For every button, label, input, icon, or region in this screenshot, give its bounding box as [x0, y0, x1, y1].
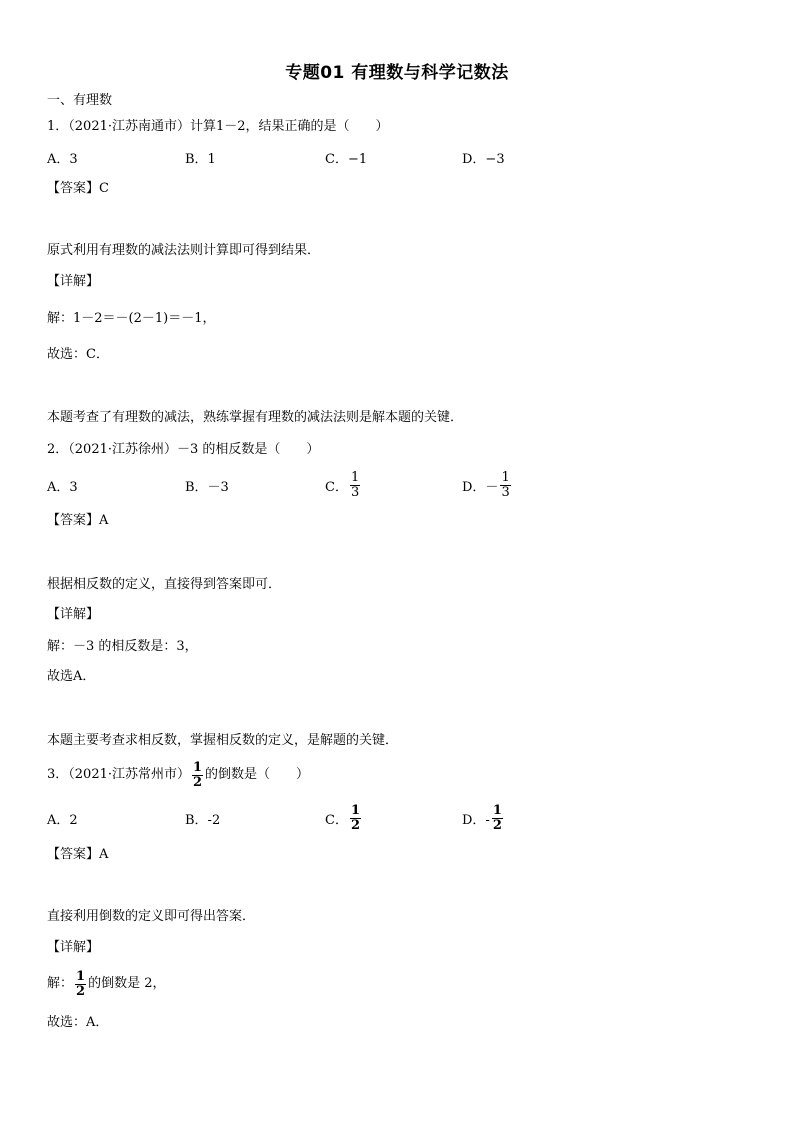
question-2-stem: 2．（2021·江苏徐州）－3 的相反数是（ ） — [47, 442, 320, 457]
question-1-answer: 【答案】C — [47, 181, 109, 196]
question-2-comment: 本题主要考查求相反数，掌握相反数的定义，是解题的关键． — [47, 733, 399, 748]
question-3-option-c-prefix: C． — [325, 812, 348, 828]
question-1-prefix: 1．（2021·江苏南通市）计算 — [47, 119, 216, 134]
question-3-choice: 故选：A． — [47, 1015, 109, 1030]
fraction-numerator: 1 — [492, 802, 502, 818]
question-3-option-d-prefix: D．- — [462, 812, 490, 828]
question-3-analysis: 直接利用倒数的定义即可得出答案． — [47, 909, 256, 924]
question-3-solution-prefix: 解： — [47, 976, 74, 991]
question-1-expr: 1－2 — [216, 119, 246, 134]
question-1-options — [47, 142, 767, 172]
question-2-analysis: 根据相反数的定义，直接得到答案即可． — [47, 577, 282, 592]
fraction-denominator: 3 — [350, 484, 360, 500]
question-1-option-b: B．1 — [185, 151, 216, 167]
question-3-solution — [47, 968, 165, 1000]
question-3-suffix: 的倒数是（ ） — [205, 767, 310, 782]
page-title: 专题01 有理数与科学记数法 — [285, 63, 509, 83]
question-1-suffix: ，结果正确的是（ ） — [245, 119, 389, 134]
question-3-solution-suffix: 的倒数是 2， — [88, 976, 166, 991]
fraction-numerator: 1 — [350, 802, 360, 818]
fraction-denominator: 3 — [501, 484, 510, 500]
question-2-option-c-prefix: C． — [325, 479, 348, 495]
question-3-detail-heading: 【详解】 — [47, 940, 100, 955]
fraction-numerator: 1 — [193, 759, 203, 775]
question-3-solution-fraction — [75, 970, 86, 999]
question-1-analysis: 原式利用有理数的减法法则计算即可得到结果． — [47, 243, 321, 258]
question-2-detail-heading: 【详解】 — [47, 607, 100, 622]
question-3-option-d-fraction — [492, 804, 503, 833]
question-1-option-d: D．−3 — [462, 151, 505, 167]
question-3-fraction — [192, 761, 203, 790]
question-2-option-b: B．－3 — [185, 479, 229, 495]
question-3-option-a: A．2 — [47, 812, 78, 828]
question-2-option-a: A．3 — [47, 479, 78, 495]
question-1-detail-heading: 【详解】 — [47, 274, 100, 289]
section-heading: 一、有理数 — [47, 93, 113, 108]
question-2-option-d-fraction — [500, 471, 510, 500]
question-2-option-c — [325, 470, 362, 500]
question-2-options — [47, 470, 767, 500]
question-3-options — [47, 803, 767, 833]
question-2-option-d-prefix: D．－ — [462, 479, 499, 495]
question-2-choice: 故选A． — [47, 669, 96, 684]
question-3-prefix: 3．（2021·江苏常州市） — [47, 767, 190, 782]
question-3-answer: 【答案】A — [47, 847, 109, 862]
question-3-option-c — [325, 803, 363, 833]
question-1-stem — [47, 118, 389, 136]
question-3-option-d — [462, 803, 505, 833]
question-3-option-b: B．-2 — [185, 812, 221, 828]
question-3-option-c-fraction — [350, 804, 361, 833]
fraction-denominator: 2 — [193, 774, 203, 790]
fraction-denominator: 2 — [76, 983, 86, 999]
fraction-numerator: 1 — [501, 469, 510, 485]
question-1-choice: 故选：C． — [47, 347, 109, 362]
question-1-comment: 本题考查了有理数的减法，熟练掌握有理数的减法法则是解本题的关键． — [47, 410, 464, 425]
fraction-denominator: 2 — [492, 817, 502, 833]
fraction-numerator: 1 — [350, 469, 360, 485]
question-2-solution: 解：－3 的相反数是：3， — [47, 639, 198, 654]
question-2-answer: 【答案】A — [47, 513, 109, 528]
question-3-stem — [47, 760, 309, 790]
question-2-option-d — [462, 470, 513, 500]
question-1-solution: 解：1－2＝－(2－1)＝－1， — [47, 311, 216, 326]
question-1-option-a: A．3 — [47, 151, 78, 167]
fraction-denominator: 2 — [350, 817, 360, 833]
question-1-option-c: C．−1 — [325, 151, 368, 167]
fraction-numerator: 1 — [76, 968, 86, 984]
question-2-option-c-fraction — [350, 471, 360, 500]
